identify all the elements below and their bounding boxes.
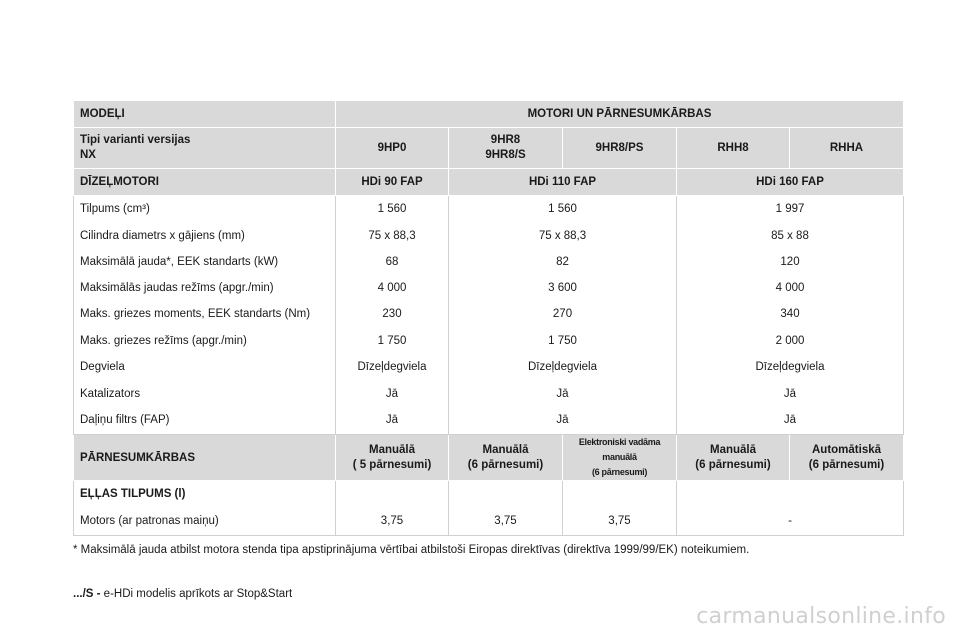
oil-value: 3,75 — [449, 508, 563, 536]
types-label-line1: Tipi varianti versijas — [80, 134, 191, 146]
spec-value: 1 997 — [677, 196, 904, 223]
spec-value: Jā — [336, 381, 449, 407]
spec-row — [74, 381, 904, 407]
spec-row — [74, 354, 904, 381]
type-cell: RHHA — [790, 128, 904, 169]
transmission-cell: Elektroniski vadāma manuālā (6 pārnesumi) — [563, 435, 677, 481]
oil-row — [74, 508, 904, 536]
spec-value: 340 — [677, 301, 904, 328]
engine-hdi110: HDi 110 FAP — [449, 169, 677, 196]
spec-label: Maks. griezes moments, EEK standarts (Nm) — [74, 301, 336, 328]
transmission-cell: Manuālā ( 5 pārnesumi) — [336, 435, 449, 481]
spec-label: Maksimālā jauda*, EEK standarts (kW) — [74, 249, 336, 275]
spec-value: Dīzeļdegviela — [449, 354, 677, 381]
spec-label: Maksimālās jaudas režīms (apgr./min) — [74, 275, 336, 301]
type-cell: RHH8 — [677, 128, 790, 169]
engine-hdi90: HDi 90 FAP — [336, 169, 449, 196]
spec-value: 3 600 — [449, 275, 677, 301]
spec-label: Katalizators — [74, 381, 336, 407]
spec-value: Jā — [677, 407, 904, 435]
spec-value: 2 000 — [677, 328, 904, 354]
oil-capacity-header: EĻĻAS TILPUMS (l) — [74, 481, 336, 508]
spec-value: 4 000 — [336, 275, 449, 301]
spec-row — [74, 407, 904, 435]
engine-spec-table — [73, 100, 904, 536]
spec-value: 68 — [336, 249, 449, 275]
spec-value: 270 — [449, 301, 677, 328]
spec-row — [74, 328, 904, 354]
spec-row — [74, 301, 904, 328]
spec-value: 1 560 — [336, 196, 449, 223]
diesel-label: DĪZEĻMOTORI — [74, 169, 336, 196]
transmission-label: PĀRNESUMKĀRBAS — [74, 435, 336, 481]
spec-value: 1 560 — [449, 196, 677, 223]
spec-value: 82 — [449, 249, 677, 275]
oil-value: 3,75 — [563, 508, 677, 536]
type-cell: 9HR8 9HR8/S — [449, 128, 563, 169]
spec-row — [74, 196, 904, 223]
header-models: MODEĻI — [74, 101, 336, 128]
spec-label: Cilindra diametrs x gājiens (mm) — [74, 223, 336, 249]
header-engines-transmissions: MOTORI UN PĀRNESUMKĀRBAS — [336, 101, 904, 128]
spec-label: Daļiņu filtrs (FAP) — [74, 407, 336, 435]
spec-row — [74, 249, 904, 275]
spec-label: Maks. griezes režīms (apgr./min) — [74, 328, 336, 354]
oil-header-spacer — [563, 481, 677, 508]
types-label — [74, 128, 336, 169]
spec-value: 75 x 88,3 — [336, 223, 449, 249]
type-cell: 9HP0 — [336, 128, 449, 169]
transmission-cell: Manuālā (6 pārnesumi) — [449, 435, 563, 481]
engine-hdi160: HDi 160 FAP — [677, 169, 904, 196]
type-cell: 9HR8/PS — [563, 128, 677, 169]
transmission-cell: Automātiskā (6 pārnesumi) — [790, 435, 904, 481]
spec-value: 1 750 — [449, 328, 677, 354]
spec-value: 75 x 88,3 — [449, 223, 677, 249]
spec-value: 230 — [336, 301, 449, 328]
oil-value: - — [677, 508, 904, 536]
spec-value: 4 000 — [677, 275, 904, 301]
spec-value: Jā — [449, 381, 677, 407]
spec-value: Dīzeļdegviela — [677, 354, 904, 381]
oil-value: 3,75 — [336, 508, 449, 536]
spec-value: Jā — [449, 407, 677, 435]
footnote: * Maksimālā jauda atbilst motora stenda tipa apstiprinājuma vērtībai atbilstoši Eiropas direktīvas (direktīva 1999/99/EK) noteikumiem. — [73, 544, 750, 556]
oil-header-spacer — [336, 481, 449, 508]
spec-row — [74, 223, 904, 249]
stop-start-legend — [73, 588, 292, 600]
transmission-row — [74, 435, 904, 481]
spec-value: Jā — [677, 381, 904, 407]
spec-value: Dīzeļdegviela — [336, 354, 449, 381]
table-header-row — [74, 101, 904, 128]
oil-header-row — [74, 481, 904, 508]
spec-label: Degviela — [74, 354, 336, 381]
types-label-line2: NX — [80, 149, 96, 161]
oil-header-spacer — [449, 481, 563, 508]
spec-value: 120 — [677, 249, 904, 275]
spec-row — [74, 275, 904, 301]
types-row — [74, 128, 904, 169]
spec-value: Jā — [336, 407, 449, 435]
legend-code: .../S - — [73, 588, 101, 600]
spec-label: Tilpums (cm³) — [74, 196, 336, 223]
oil-header-spacer — [677, 481, 904, 508]
oil-label: Motors (ar patronas maiņu) — [74, 508, 336, 536]
watermark: carmanualsonline.info — [696, 604, 946, 629]
diesel-row — [74, 169, 904, 196]
legend-text: e-HDi modelis aprīkots ar Stop&Start — [100, 588, 293, 600]
spec-value: 1 750 — [336, 328, 449, 354]
transmission-cell: Manuālā (6 pārnesumi) — [677, 435, 790, 481]
spec-value: 85 x 88 — [677, 223, 904, 249]
